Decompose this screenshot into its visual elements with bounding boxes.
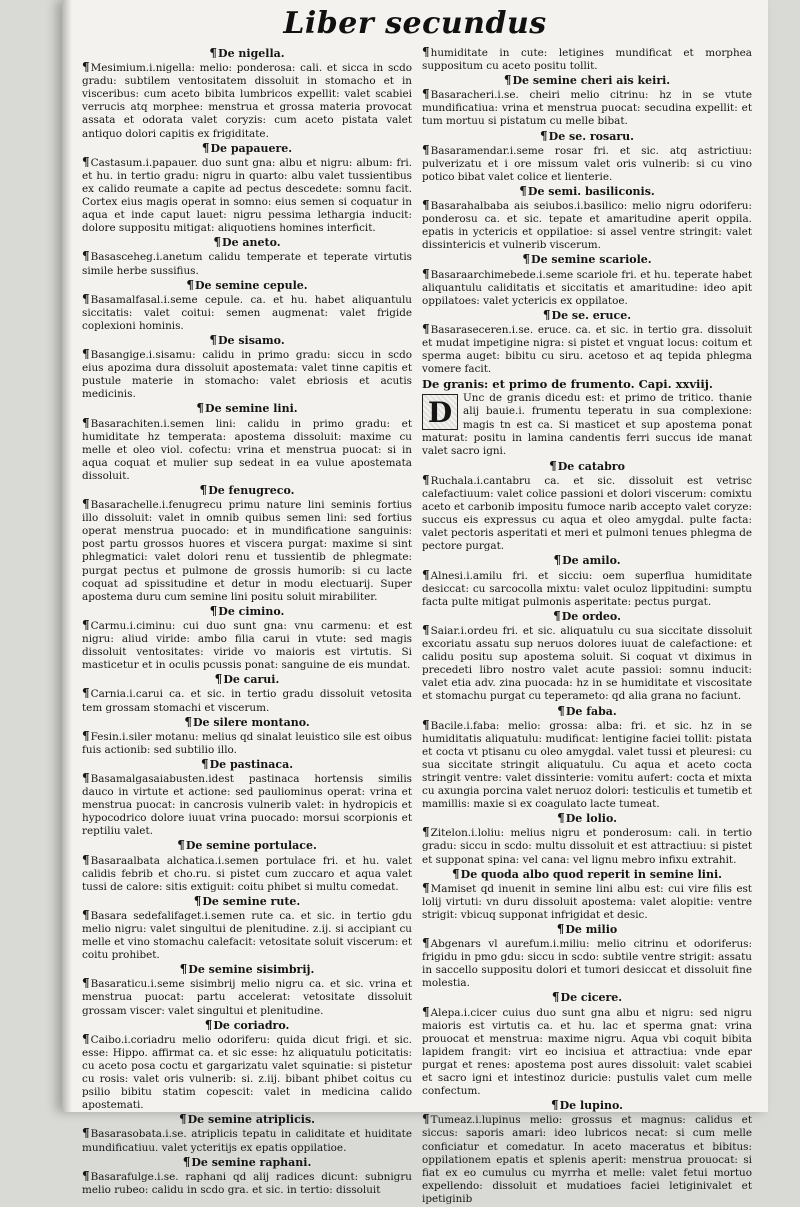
entry-paragraph	[422, 882, 752, 922]
section-heading	[422, 923, 752, 936]
paragraph-text: Basarasobata.i.se. atriplicis tepatu in caliditate et huiditate mundificatiuu. valet ycteritijs ex epatis oppilatioe.	[82, 1128, 412, 1154]
paragraph-text: Basamalgasaiabusten.idest pastinaca hortensis similis dauco in virtute et actione: sed pauliominus operat: vrina et menstrua puocat: in cancrosis vulnerib valet: in hydropicis et hypocodrico dolore iuuat vrina puocado: morsui scorpionis et reptiliu valet.	[82, 772, 412, 838]
pilcrow-icon: ¶	[214, 672, 223, 687]
section-heading	[82, 47, 412, 60]
entry-paragraph	[82, 1127, 412, 1154]
section-heading-text: De lupino.	[559, 1099, 624, 1113]
section-heading-text: De semine atriplicis.	[187, 1113, 315, 1127]
paragraph-text: Alepa.i.cicer cuius duo sunt gna albu et nigru: sed nigru maioris est virtutis ca. et hu. lac et sperma gnat: vrina prouocat et menstrua: maxime nigru. Aqua vbi coquit bibita lapidem frangit: virt eo incisiua et attractiua: vnde epar purgat et renes: apostema post aures dissoluit: valet scabiei et sacro igni et intestinoz duricie: pustulis valet cum melle confectum.	[422, 1006, 752, 1098]
entry-paragraph	[82, 348, 412, 401]
pilcrow-icon: ¶	[422, 1112, 430, 1127]
paragraph-text: Basara sedefalifaget.i.semen rute ca. et sic. in tertio gdu melio nigru: valet singultui de plenitudine. z.ij. si accipiant cu melle et vino stomachu calefacit: vetositate soluit viscerum: et coitu prohibet.	[82, 909, 412, 962]
pilcrow-icon: ¶	[557, 703, 565, 718]
pilcrow-icon: ¶	[186, 277, 195, 292]
section-heading-text: De quoda albo quod reperit in semine lini.	[460, 867, 722, 881]
paragraph-text: Fesin.i.siler motanu: melius qd sinalat leuistico sile est oibus fuis actionib: sed subtilio illo.	[82, 730, 412, 756]
paragraph-text: Basangige.i.sisamu: calidu in primo gradu: siccu in scdo eius apozima dura dissoluit apostemata: valet tinne capitis et pustule materie in stomacho: valet ebriosis et acutis medicinis.	[82, 349, 412, 401]
pilcrow-icon: ¶	[200, 756, 209, 771]
section-heading-text: De catabro	[557, 459, 625, 473]
entry-paragraph	[82, 156, 412, 236]
paragraph-text: Basarachelle.i.fenugrecu primu nature lini seminis fortius illo dissoluit: valet in omnib quibus semen lini: sed fortius operat menstrua puocado: et in mundificatione sanguinis: post partu grossos huores et viscera purgat: maxime si sint phlegmatici: valet dolori renu et tussientib de phlegmate: purgat pectus et pulmone de grossis humorib: si cu lacte coquat ad spissitudine et detur in modu electuarij. Super apostema duru cum semine lini positu soluit mirabiliter.	[82, 499, 412, 603]
pilcrow-icon: ¶	[422, 142, 430, 157]
pilcrow-icon: ¶	[422, 567, 430, 582]
pilcrow-icon: ¶	[503, 73, 512, 88]
pilcrow-icon: ¶	[82, 1126, 90, 1141]
right-column	[422, 46, 752, 1207]
entry-paragraph	[82, 687, 412, 714]
entry-paragraph	[422, 199, 752, 252]
paragraph-text: Unc de granis dicedu est: et primo de tritico. thanie alij bauie.i. frumentu teperatu in sua complexione: magis tn est ca. Si masticet et sup apostema ponat maturat: positu in lamina candentis ferri succus ide manat valet sacro igni.	[422, 392, 752, 457]
pilcrow-icon: ¶	[519, 183, 527, 198]
pilcrow-icon: ¶	[422, 472, 430, 487]
pilcrow-icon: ¶	[193, 893, 202, 908]
entry-paragraph	[82, 498, 412, 604]
pilcrow-icon: ¶	[553, 553, 562, 568]
pilcrow-icon: ¶	[82, 347, 90, 362]
entry-paragraph	[82, 854, 412, 894]
pilcrow-icon: ¶	[422, 622, 430, 637]
page-fold-shadow	[62, 0, 72, 1112]
entry-paragraph	[422, 323, 752, 376]
pilcrow-icon: ¶	[82, 1031, 90, 1046]
paragraph-text: Mamiset qd inuenit in semine lini albu est: cui vire filis est lolij virtuti: vn duru dissoluit apostema: valet alopitie: ventre strigit: vbicuq supponat infrigidat et desic.	[422, 882, 752, 921]
pilcrow-icon: ¶	[422, 717, 430, 732]
pilcrow-icon: ¶	[540, 128, 548, 143]
entry-paragraph	[82, 417, 412, 483]
section-heading	[422, 991, 752, 1004]
pilcrow-icon: ¶	[82, 154, 90, 169]
entry-paragraph	[82, 61, 412, 141]
entry-paragraph	[422, 144, 752, 184]
entry-paragraph	[422, 46, 752, 73]
section-heading-text: De se. rosaru.	[548, 129, 634, 143]
pilcrow-icon: ¶	[199, 483, 208, 497]
pilcrow-icon: ¶	[82, 60, 90, 75]
pilcrow-icon: ¶	[196, 401, 205, 416]
section-heading	[82, 402, 412, 415]
section-heading-text: De coriadro.	[213, 1018, 290, 1032]
paragraph-text: humiditate in cute: letigines mundificat et morphea suppositum cu aceto positu tollit.	[422, 47, 752, 73]
section-heading-text: De se. eruce.	[551, 308, 632, 322]
pilcrow-icon: ¶	[209, 603, 218, 618]
entry-paragraph	[82, 1170, 412, 1197]
paragraph-text: Basarafulge.i.se. raphani qd alij radices dicunt: subnigru melio rubeo: calidu in scdo gra. et sic. in tertio: dissoluit	[82, 1170, 412, 1196]
pilcrow-icon: ¶	[82, 976, 90, 991]
section-heading	[422, 554, 752, 567]
section-heading-text: De semine portulace.	[185, 839, 317, 853]
paragraph-text: Carnia.i.carui ca. et sic. in tertio gradu dissoluit vetosita tem grossam stomachi et viscerum.	[82, 688, 412, 714]
pilcrow-icon: ¶	[82, 686, 90, 701]
pilcrow-icon: ¶	[201, 140, 210, 155]
section-heading	[422, 1099, 752, 1112]
pilcrow-icon: ¶	[213, 235, 222, 250]
paragraph-text: Ruchala.i.cantabru ca. et sic. dissoluit est vetrisc calefactiuum: valet colice passioni et dolori viscerum: comixtu aceto et carbonib impositu fumoce narib accepto valet coryze: succus eis expressus cu aqua et oleo amygdal. pulte facta: valet pectoris asperitati et meri et pulmoni tenues phlegma de pectore purgat.	[422, 474, 752, 553]
section-heading-text: De lolio.	[565, 812, 617, 826]
section-heading	[82, 716, 412, 729]
paragraph-text: Basaraalbata alchatica.i.semen portulace fri. et hu. valet calidis febrib et cho.ru. si pistet cum zuccaro et aqua valet tussi de calore: sitis extiguit: coitu phibet si multu comedat.	[82, 854, 412, 893]
section-heading	[82, 839, 412, 852]
paragraph-text: Bacile.i.faba: melio: grossa: alba: fri. et sic. hz in se humiditatis aliquatulu: mudificat: lentigine faciei tollit: pistata et cocta vt ptisanu cu oleo amygdal. valet tussi et pleuresi: cu sua siccitate stringit aliquatulu. Cu aqua et aceto cocta stringit ventre: valet dissinterie: vomitu aufert: cocta et mixta cu axungia porcina valet neruoz dolori: testiculis et tumetib et mamillis: maxie si ex coagulato lacte tumeat.	[422, 719, 752, 811]
pilcrow-icon: ¶	[184, 714, 192, 729]
entry-paragraph	[82, 250, 412, 277]
section-heading	[82, 758, 412, 771]
decorated-initial: D	[422, 394, 458, 430]
section-heading-text: De fenugreco.	[208, 484, 295, 497]
paragraph-text: Basaracheri.i.se. cheiri melio citrinu: hz in se vtute mundificatiua: vrina et menstrua puocat: secudina expellit: et tum mortuu si pistatum cu melle bibat.	[422, 89, 752, 128]
section-heading	[82, 236, 412, 249]
pilcrow-icon: ¶	[549, 458, 557, 473]
section-heading	[422, 130, 752, 143]
book-page	[62, 0, 768, 1205]
section-heading-text: De semine cepule.	[195, 278, 308, 292]
pilcrow-icon: ¶	[452, 866, 460, 881]
entry-paragraph	[422, 624, 752, 704]
section-heading-text: De semine scariole.	[531, 253, 652, 267]
pilcrow-icon: ¶	[550, 1098, 559, 1113]
section-heading	[82, 895, 412, 908]
pilcrow-icon: ¶	[422, 87, 430, 102]
entry-paragraph	[82, 730, 412, 757]
entry-paragraph	[422, 88, 752, 128]
section-heading-text: De carui.	[223, 673, 280, 687]
section-heading	[82, 605, 412, 618]
section-heading-text: De faba.	[565, 704, 617, 718]
section-heading	[422, 185, 752, 198]
pilcrow-icon: ¶	[542, 307, 551, 322]
chapter-title: De granis: et primo de frumento. Capi. xxviij.	[422, 377, 713, 392]
section-heading	[82, 1156, 412, 1169]
section-heading	[82, 673, 412, 686]
pilcrow-icon: ¶	[82, 1168, 90, 1183]
section-heading	[82, 963, 412, 976]
section-heading	[82, 1113, 412, 1126]
entry-paragraph	[422, 474, 752, 554]
entry-paragraph	[82, 619, 412, 672]
paragraph-text: Caibo.i.coriadru melio odoriferu: quida dicut frigi. et sic. esse: Hippo. affirmat ca. et sic esse: hz aliquatulu poticitatis: cu aceto posa coctu et gargarizatu valet squinatie: si pistetur cu rosis: valet oris vulnerib: si. z.iij. bibant phibet coitus cu psilio bibitu statim copescit: valet in medicina calido apostemati.	[82, 1033, 412, 1112]
entry-paragraph	[422, 268, 752, 308]
section-heading-text: De sisamo.	[217, 333, 285, 347]
pilcrow-icon: ¶	[422, 266, 430, 281]
entry-paragraph	[82, 977, 412, 1017]
pilcrow-icon: ¶	[82, 907, 90, 922]
pilcrow-icon: ¶	[422, 1004, 430, 1019]
section-heading	[82, 484, 412, 497]
section-heading-text: De semine raphani.	[191, 1155, 312, 1169]
paragraph-text: Basarahalbaba ais seiubos.i.basilico: melio nigru odoriferu: ponderosu ca. et sic. tepate et amaritudine aperit oppila. epatis in yctericis et oppilatioe: si assel ventre stringit: valet dissintericis et vulnerib viscerum.	[422, 200, 752, 252]
paragraph-text: Basamalfasal.i.seme cepule. ca. et hu. habet aliquantulu siccitatis: valet coitui: semen augmenat: valet frigide coplexioni hominis.	[82, 293, 412, 332]
entry-paragraph	[82, 909, 412, 962]
section-heading	[422, 610, 752, 623]
pilcrow-icon: ¶	[182, 1154, 191, 1169]
pilcrow-icon: ¶	[422, 825, 430, 840]
entry-paragraph	[422, 1113, 752, 1206]
section-heading	[422, 705, 752, 718]
section-heading	[82, 334, 412, 347]
section-heading	[422, 460, 752, 473]
left-column	[82, 46, 412, 1198]
paragraph-text: Alnesi.i.amilu fri. et sicciu: oem superflua humiditate desiccat: cu sarcocolla mixtu: valet oculoz lippitudini: sumptu facta pulte mitigat pulmonis asperitate: pectus purgat.	[422, 569, 752, 608]
pilcrow-icon: ¶	[522, 252, 531, 267]
pilcrow-icon: ¶	[556, 922, 565, 936]
section-heading	[422, 253, 752, 266]
paragraph-text: Basaramendar.i.seme rosar fri. et sic. atq astrictiuu: pulverizatu et i ore missum valet oris vulnerib: si cu vino potico bibat valet colice et lienterie.	[422, 144, 752, 183]
pilcrow-icon: ¶	[422, 880, 430, 895]
section-heading	[422, 309, 752, 322]
entry-paragraph	[82, 1033, 412, 1113]
section-heading	[82, 279, 412, 292]
entry-paragraph	[422, 1006, 752, 1099]
section-heading-text: De aneto.	[222, 236, 281, 250]
paragraph-text: Basasceheg.i.anetum calidu temperate et teperate virtutis simile herbe sussifius.	[82, 251, 412, 277]
entry-paragraph	[422, 569, 752, 609]
pilcrow-icon: ¶	[82, 497, 90, 512]
section-heading	[422, 74, 752, 87]
paragraph-text: Saiar.i.ordeu fri. et sic. aliquatulu cu sua siccitate dissoluit excoriatu assatu sup neruos dolores iuuat de calefactione: et calidu positu sup apostema soluit. Si coquat vt diximus in precedeti libro nostro valet acute passioi: somnu inducit: valet etia adv. zina puocada: hz in se humiditate et viscositate et stomachu purgat cu teperameto: qd alia grana no faciunt.	[422, 624, 752, 703]
paragraph-text: Tumeaz.i.lupinus melio: grossus et magnus: calidus et siccus: saporis amari: ideo lubricos necat: si cum melle conficiatur et comedatur. In aceto maceratus et bibitus: oppilationem epatis et splenis aperit: menstrua prouocat: si fiat ex eo cumulus cu myrrha et melle: valet fetui mortuo expellendo: dissoluit et mudatioes faciei letiginivalet et ipetiginib	[422, 1114, 752, 1205]
section-heading-text: De nigella.	[218, 47, 285, 60]
entry-paragraph	[82, 293, 412, 333]
running-head: Liber secundus	[283, 6, 547, 41]
section-heading-text: De cicere.	[560, 991, 623, 1005]
entry-paragraph	[422, 937, 752, 990]
paragraph-text: Abgenars vl aurefum.i.miliu: melio citrinu et odoriferus: frigidu in pmo gdu: siccu in scdo: subtile ventre strigit: assatu in saccello suppositu dolori et tumori desiccat et dissoluit fine molestia.	[422, 938, 752, 990]
section-heading-text: De ordeo.	[561, 609, 621, 623]
entry-paragraph	[422, 719, 752, 812]
pilcrow-icon: ¶	[82, 249, 90, 264]
pilcrow-icon: ¶	[179, 1112, 187, 1127]
section-heading-text: De amilo.	[562, 554, 621, 568]
section-heading-text: De semine sisimbrij.	[188, 963, 315, 977]
section-heading-text: De semine cheri ais keiri.	[512, 74, 671, 88]
paragraph-text: Carmu.i.ciminu: cui duo sunt gna: vnu carmenu: et est nigru: aliud viride: ambo filia carui in vtute: sed magis dissoluit ventositates: viride vo maioris est virtutis. Si masticetur et in oculis pcussis ponat: sanguine de eis mundat.	[82, 619, 412, 672]
paragraph-text: Mesimium.i.nigella: melio: ponderosa: cali. et sicca in scdo gradu: subtilem ventositatem dissoluit in stomacho et in visceribus: cum aceto bibita lumbricos expellit: valet scabiei verrucis atq morphee: menstrua et grossa materia provocat assata et odorata valet coryzis: cum aceto pistata valet antiquo dolori capitis ex frigiditate.	[82, 62, 412, 140]
pilcrow-icon: ¶	[82, 415, 90, 430]
pilcrow-icon: ¶	[551, 990, 560, 1005]
section-heading-text: De cimino.	[218, 604, 285, 618]
pilcrow-icon: ¶	[557, 811, 565, 826]
paragraph-text: Zitelon.i.loliu: melius nigru et ponderosum: cali. in tertio gradu: siccu in scdo: multu dissoluit et est attractiuu: si pistet et supponat spina: vel cana: vel lignu mebro infixu extrahit.	[422, 827, 752, 866]
pilcrow-icon: ¶	[422, 936, 430, 951]
paragraph-text: Basaraarchimebede.i.seme scariole fri. et hu. teperate habet aliquantulu caliditatis et siccitatis et amaritudine: ideo apit oppilatoes: valet yctericis ex oppilatoe.	[422, 268, 752, 307]
paragraph-text: Basaraticu.i.seme sisimbrij melio nigru ca. et sic. vrina et menstrua puocat: partu accelerat: vetositate dissoluit grossam viscer: valet singultui et plenitudine.	[82, 978, 412, 1017]
pilcrow-icon: ¶	[82, 852, 90, 867]
pilcrow-icon: ¶	[82, 770, 90, 785]
section-heading	[82, 142, 412, 155]
pilcrow-icon: ¶	[422, 321, 430, 336]
paragraph-text: Basaraseceren.i.se. eruce. ca. et sic. in tertio gra. dissoluit et mudat impetigine nigra: si pistet et vnguat locus: coitum et sperma auget: bibitu cu siru. acetoso et aq tepida phlegma vomere facit.	[422, 323, 752, 376]
section-heading-text: De silere montano.	[192, 715, 310, 729]
pilcrow-icon: ¶	[177, 838, 185, 853]
pilcrow-icon: ¶	[422, 198, 430, 213]
pilcrow-icon: ¶	[82, 291, 90, 306]
section-heading	[82, 1019, 412, 1032]
entry-paragraph	[422, 826, 752, 866]
pilcrow-icon: ¶	[82, 617, 90, 632]
paragraph-text: Basarachiten.i.semen lini: calidu in primo gradu: et humiditate hz temperata: apostema dissoluit: maxime cu melle et oleo viol. cofectu: vrina et menstrua puocat: si in aqua coquat et mulier sup sedeat in ea vulue apostemata dissoluit.	[82, 417, 412, 482]
pilcrow-icon: ¶	[209, 46, 218, 60]
section-heading-text: De papauere.	[210, 141, 293, 155]
section-heading-text: De semi. basiliconis.	[527, 184, 655, 198]
section-heading-text: De semine lini.	[205, 402, 298, 416]
entry-paragraph	[82, 772, 412, 838]
pilcrow-icon: ¶	[179, 962, 188, 977]
paragraph-text: Castasum.i.papauer. duo sunt gna: albu et nigru: album: fri. et hu. in tertio gradu: nigru in quarto: albu valet tussientibus ex calido reumate a capite ad pectus descedete: somnu facit. Cortex eius magis operat in somno: eius semen si coquatur in aqua et inde caput lauet: nigru pessima lethargia inducit: dolore suppositu mitigat: aliquotiens homines interficit.	[82, 156, 412, 235]
pilcrow-icon: ¶	[209, 332, 217, 347]
pilcrow-icon: ¶	[553, 608, 561, 623]
section-heading	[422, 868, 752, 881]
chapter-opening-paragraph	[422, 392, 752, 457]
section-heading	[422, 812, 752, 825]
pilcrow-icon: ¶	[204, 1017, 213, 1032]
section-heading-text: De semine rute.	[202, 894, 301, 908]
pilcrow-icon: ¶	[422, 45, 430, 59]
section-heading-text: De milio	[565, 923, 618, 936]
section-heading-text: De pastinaca.	[209, 757, 294, 771]
pilcrow-icon: ¶	[82, 728, 90, 743]
